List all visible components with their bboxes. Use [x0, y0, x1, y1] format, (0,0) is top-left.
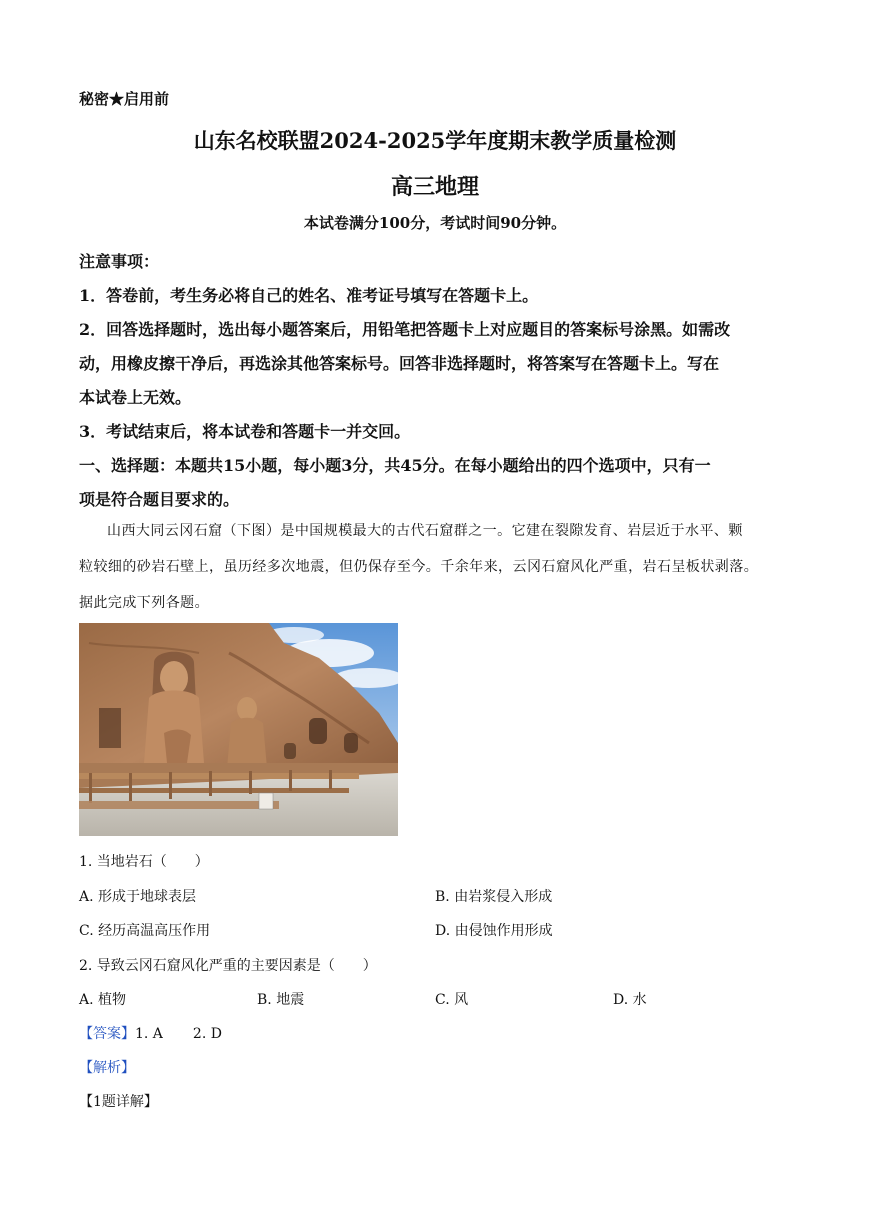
- exam-subtitle: 高三地理: [390, 174, 479, 200]
- question-2-stem: 2. 导致云冈石窟风化严重的主要因素是（ ）: [79, 958, 377, 974]
- note-3: 3．考试结束后，将本试卷和答题卡一并交回。: [79, 422, 411, 441]
- passage-line1: 山西大同云冈石窟（下图）是中国规模最大的古代石窟群之一。它建在裂隙发育、岩层近于水平、颗: [107, 523, 743, 539]
- question-2-option-b: B. 地震: [257, 992, 305, 1008]
- question-1-stem: 1. 当地岩石（ ）: [79, 854, 209, 870]
- question-2-option-a: A. 植物: [79, 992, 127, 1008]
- section-heading-line2: 项是符合题目要求的。: [79, 490, 240, 509]
- answer-2: 2. D: [192, 1026, 222, 1042]
- section-heading-line1: 一、选择题：本题共15小题，每小题3分，共45分。在每小题给出的四个选项中，只有一: [79, 456, 711, 475]
- question-1-detail-heading: 【1题详解】: [79, 1094, 158, 1110]
- yungang-grottoes-photo: [79, 623, 398, 836]
- question-1-option-a: A. 形成于地球表层: [79, 889, 197, 905]
- note-2-line3: 本试卷上无效。: [79, 388, 192, 407]
- analysis-label: 【解析】: [79, 1060, 135, 1076]
- answer-1: 1. A: [135, 1026, 163, 1042]
- question-2-option-c: C. 风: [435, 992, 469, 1008]
- note-2-line2: 动，用橡皮擦干净后，再选涂其他答案标号。回答非选择题时，将答案写在答题卡上。写在: [79, 354, 720, 373]
- question-2-option-d: D. 水: [613, 992, 647, 1008]
- passage-line3: 据此完成下列各题。: [79, 595, 210, 611]
- answer-row: [79, 1023, 222, 1043]
- question-1-option-d: D. 由侵蚀作用形成: [435, 923, 553, 939]
- note-1: 1．答卷前，考生务必将自己的姓名、准考证号填写在答题卡上。: [79, 286, 539, 305]
- passage-line2: 粒较细的砂岩石壁上，虽历经多次地震，但仍保存至今。千余年来，云冈石窟风化严重，岩石呈板状剥落。: [79, 559, 759, 575]
- confidential-mark: 秘密★启用前: [79, 90, 170, 108]
- note-2-line1: 2．回答选择题时，选出每小题答案后，用铅笔把答题卡上对应题目的答案标号涂黑。如需改: [79, 320, 731, 339]
- question-1-option-b: B. 由岩浆侵入形成: [435, 889, 553, 905]
- notes-heading: 注意事项：: [79, 252, 160, 271]
- answer-label: 【答案】: [79, 1026, 135, 1042]
- question-1-option-c: C. 经历高温高压作用: [79, 923, 211, 939]
- score-info: 本试卷满分100分，考试时间90分钟。: [303, 214, 567, 232]
- exam-title: 山东名校联盟2024-2025学年度期末教学质量检测: [193, 128, 677, 153]
